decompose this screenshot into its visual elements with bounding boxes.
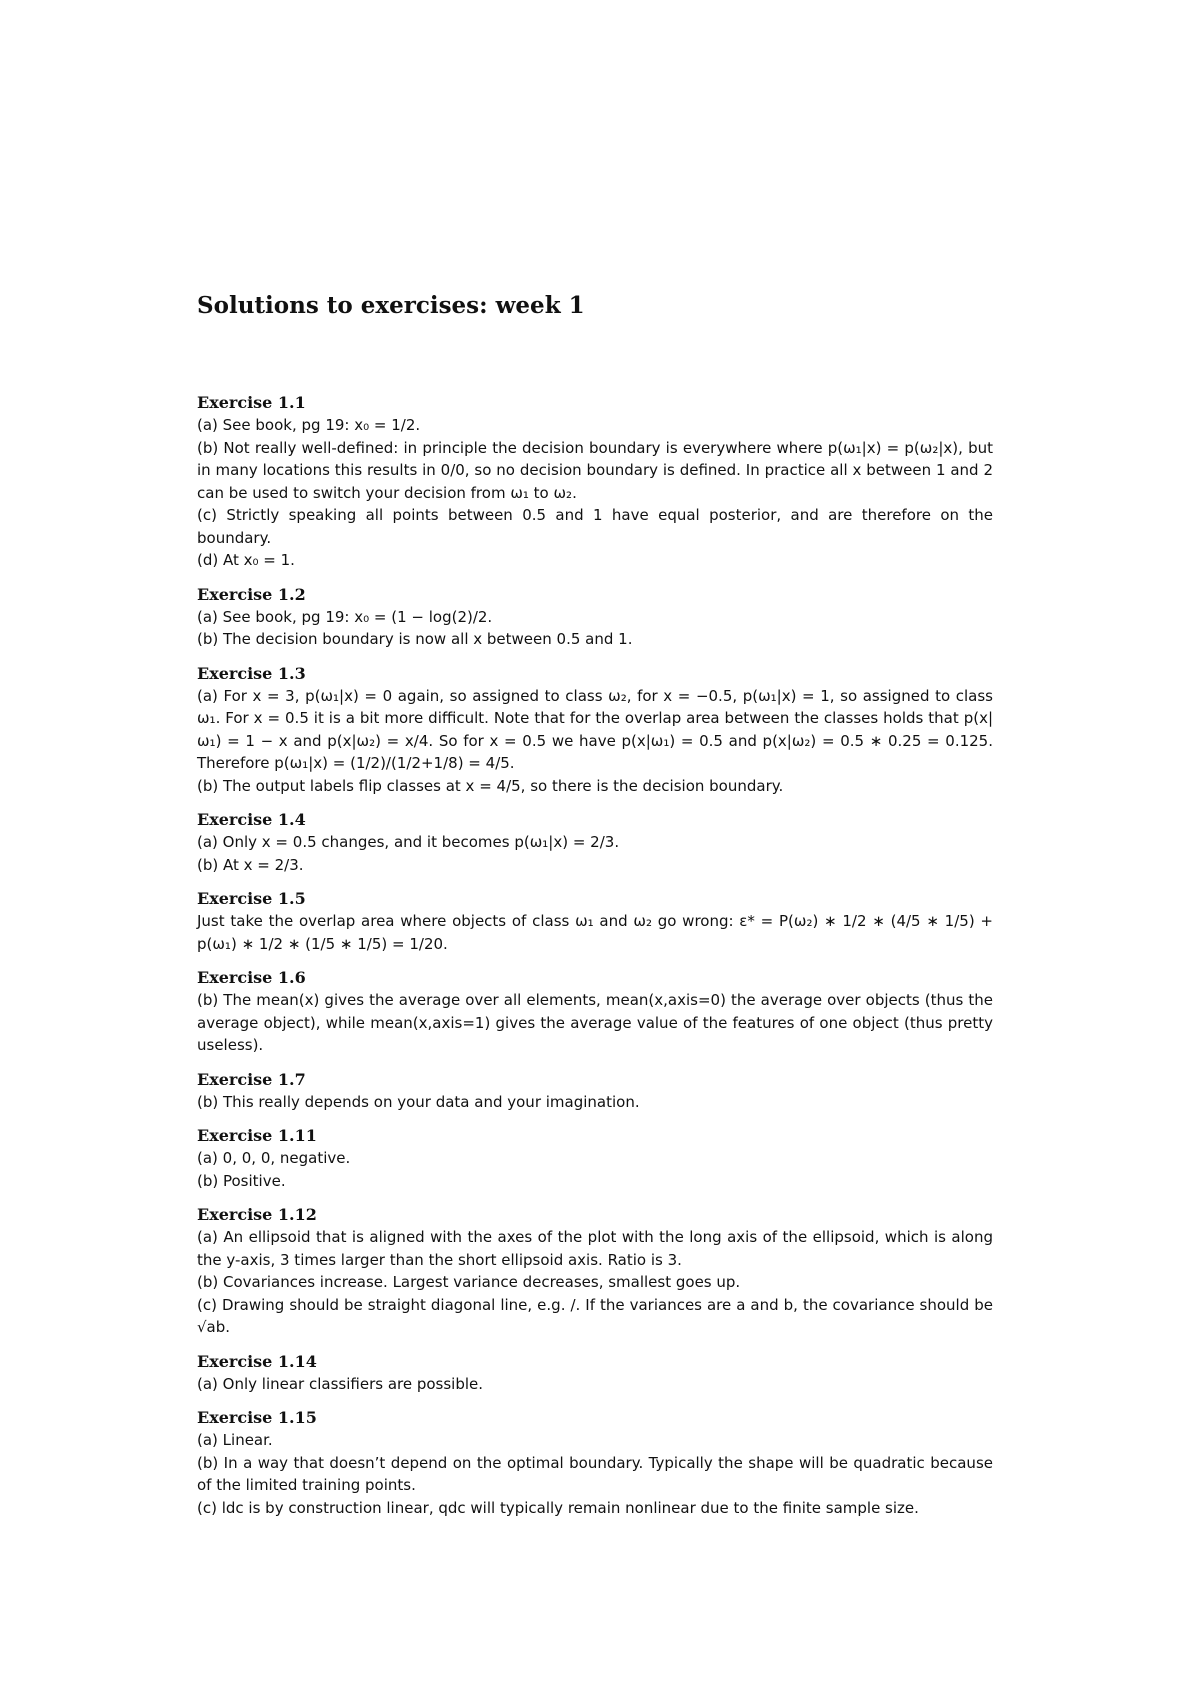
exercise-section xyxy=(197,967,993,1057)
exercise-section xyxy=(197,1407,993,1519)
exercise-answer-line: Just take the overlap area where objects of class ω₁ and ω₂ go wrong: ε* = P(ω₂) ∗ 1/2 ∗ (4/5 ∗ 1/5) + p(ω₁) ∗ 1/2 ∗ (1/5 ∗ 1/5) = 1/20. xyxy=(197,912,993,953)
exercise-heading: Exercise 1.7 xyxy=(197,1069,306,1089)
exercise-heading: Exercise 1.3 xyxy=(197,663,306,683)
exercise-answer-line: (b) Covariances increase. Largest variance decreases, smallest goes up. xyxy=(197,1273,741,1291)
exercise-answer-line: (a) For x = 3, p(ω₁|x) = 0 again, so assigned to class ω₂, for x = −0.5, p(ω₁|x) = 1, so assigned to class ω₁. For x = 0.5 it is a bit more difficult. Note that for the overlap area between the classes holds that p(x|ω₁) = 1 − x and p(x|ω₂) = x/4. So for x = 0.5 we have p(x|ω₁) = 0.5 and p(x|ω₂) = 0.5 ∗ 0.25 = 0.125. Therefore p(ω₁|x) = (1/2)/(1/2+1/8) = 4/5. xyxy=(197,686,993,772)
exercise-answer-line: (b) The mean(x) gives the average over all elements, mean(x,axis=0) the average over objects (thus the average object), while mean(x,axis=1) gives the average value of the features of one object (thus pretty useless). xyxy=(197,991,993,1054)
exercise-answer-line: (a) 0, 0, 0, negative. xyxy=(197,1149,351,1167)
exercise-section xyxy=(197,584,993,651)
exercise-section xyxy=(197,1125,993,1192)
exercise-answer-line: (c) Strictly speaking all points between 0.5 and 1 have equal posterior, and are therefore on the boundary. xyxy=(197,506,993,547)
exercise-answer-line: (a) An ellipsoid that is aligned with the axes of the plot with the long axis of the ellipsoid, which is along the y-axis, 3 times larger than the short ellipsoid axis. Ratio is 3. xyxy=(197,1228,993,1269)
exercise-answer-line: (b) Not really well-defined: in principle the decision boundary is everywhere where p(ω₁|x) = p(ω₂|x), but in many locations this results in 0/0, so no decision boundary is defined. In practice all x between 1 and 2 can be used to switch your decision from ω₁ to ω₂. xyxy=(197,438,993,502)
exercise-answer-line: (a) Only linear classifiers are possible. xyxy=(197,1374,484,1393)
exercise-section xyxy=(197,809,993,876)
exercise-answer-line: (a) See book, pg 19: x₀ = 1/2. xyxy=(197,416,421,434)
exercise-heading: Exercise 1.15 xyxy=(197,1408,317,1427)
exercise-section xyxy=(197,392,993,572)
exercise-heading: Exercise 1.1 xyxy=(197,393,306,412)
exercise-section xyxy=(197,663,993,798)
exercise-section xyxy=(197,1204,993,1339)
exercise-answer-line: (b) In a way that doesn’t depend on the optimal boundary. Typically the shape will be quadratic because of the limited training points. xyxy=(197,1453,993,1494)
exercise-answer-line: (a) Only x = 0.5 changes, and it becomes p(ω₁|x) = 2/3. xyxy=(197,833,620,851)
exercise-heading: Exercise 1.14 xyxy=(197,1351,317,1371)
exercise-answer-line: (d) At x₀ = 1. xyxy=(197,551,295,569)
document-title: Solutions to exercises: week 1 xyxy=(197,292,585,319)
exercise-answer-line: (b) At x = 2/3. xyxy=(197,855,304,874)
exercise-answer-line: (b) This really depends on your data and your imagination. xyxy=(197,1092,640,1111)
exercise-answer-line: (c) Drawing should be straight diagonal line, e.g. /. If the variances are a and b, the covariance should be √ab. xyxy=(197,1295,993,1336)
exercise-section xyxy=(197,1351,993,1396)
exercise-answer-line: (b) The decision boundary is now all x between 0.5 and 1. xyxy=(197,630,633,648)
exercise-heading: Exercise 1.4 xyxy=(197,810,306,829)
exercise-heading: Exercise 1.5 xyxy=(197,889,306,908)
exercise-answer-line: (b) Positive. xyxy=(197,1171,286,1190)
exercise-heading: Exercise 1.6 xyxy=(197,968,306,987)
exercise-list xyxy=(197,392,993,1519)
exercise-answer-line: (a) See book, pg 19: x₀ = (1 − log(2)/2. xyxy=(197,607,493,626)
exercise-heading: Exercise 1.12 xyxy=(197,1205,317,1224)
exercise-heading: Exercise 1.11 xyxy=(197,1126,317,1145)
exercise-section xyxy=(197,1069,993,1114)
exercise-heading: Exercise 1.2 xyxy=(197,584,306,604)
exercise-answer-line: (a) Linear. xyxy=(197,1431,273,1449)
document-page xyxy=(197,290,993,1531)
exercise-answer-line: (c) ldc is by construction linear, qdc will typically remain nonlinear due to the finite sample size. xyxy=(197,1498,919,1517)
exercise-section xyxy=(197,888,993,955)
exercise-answer-line: (b) The output labels flip classes at x = 4/5, so there is the decision boundary. xyxy=(197,776,784,795)
